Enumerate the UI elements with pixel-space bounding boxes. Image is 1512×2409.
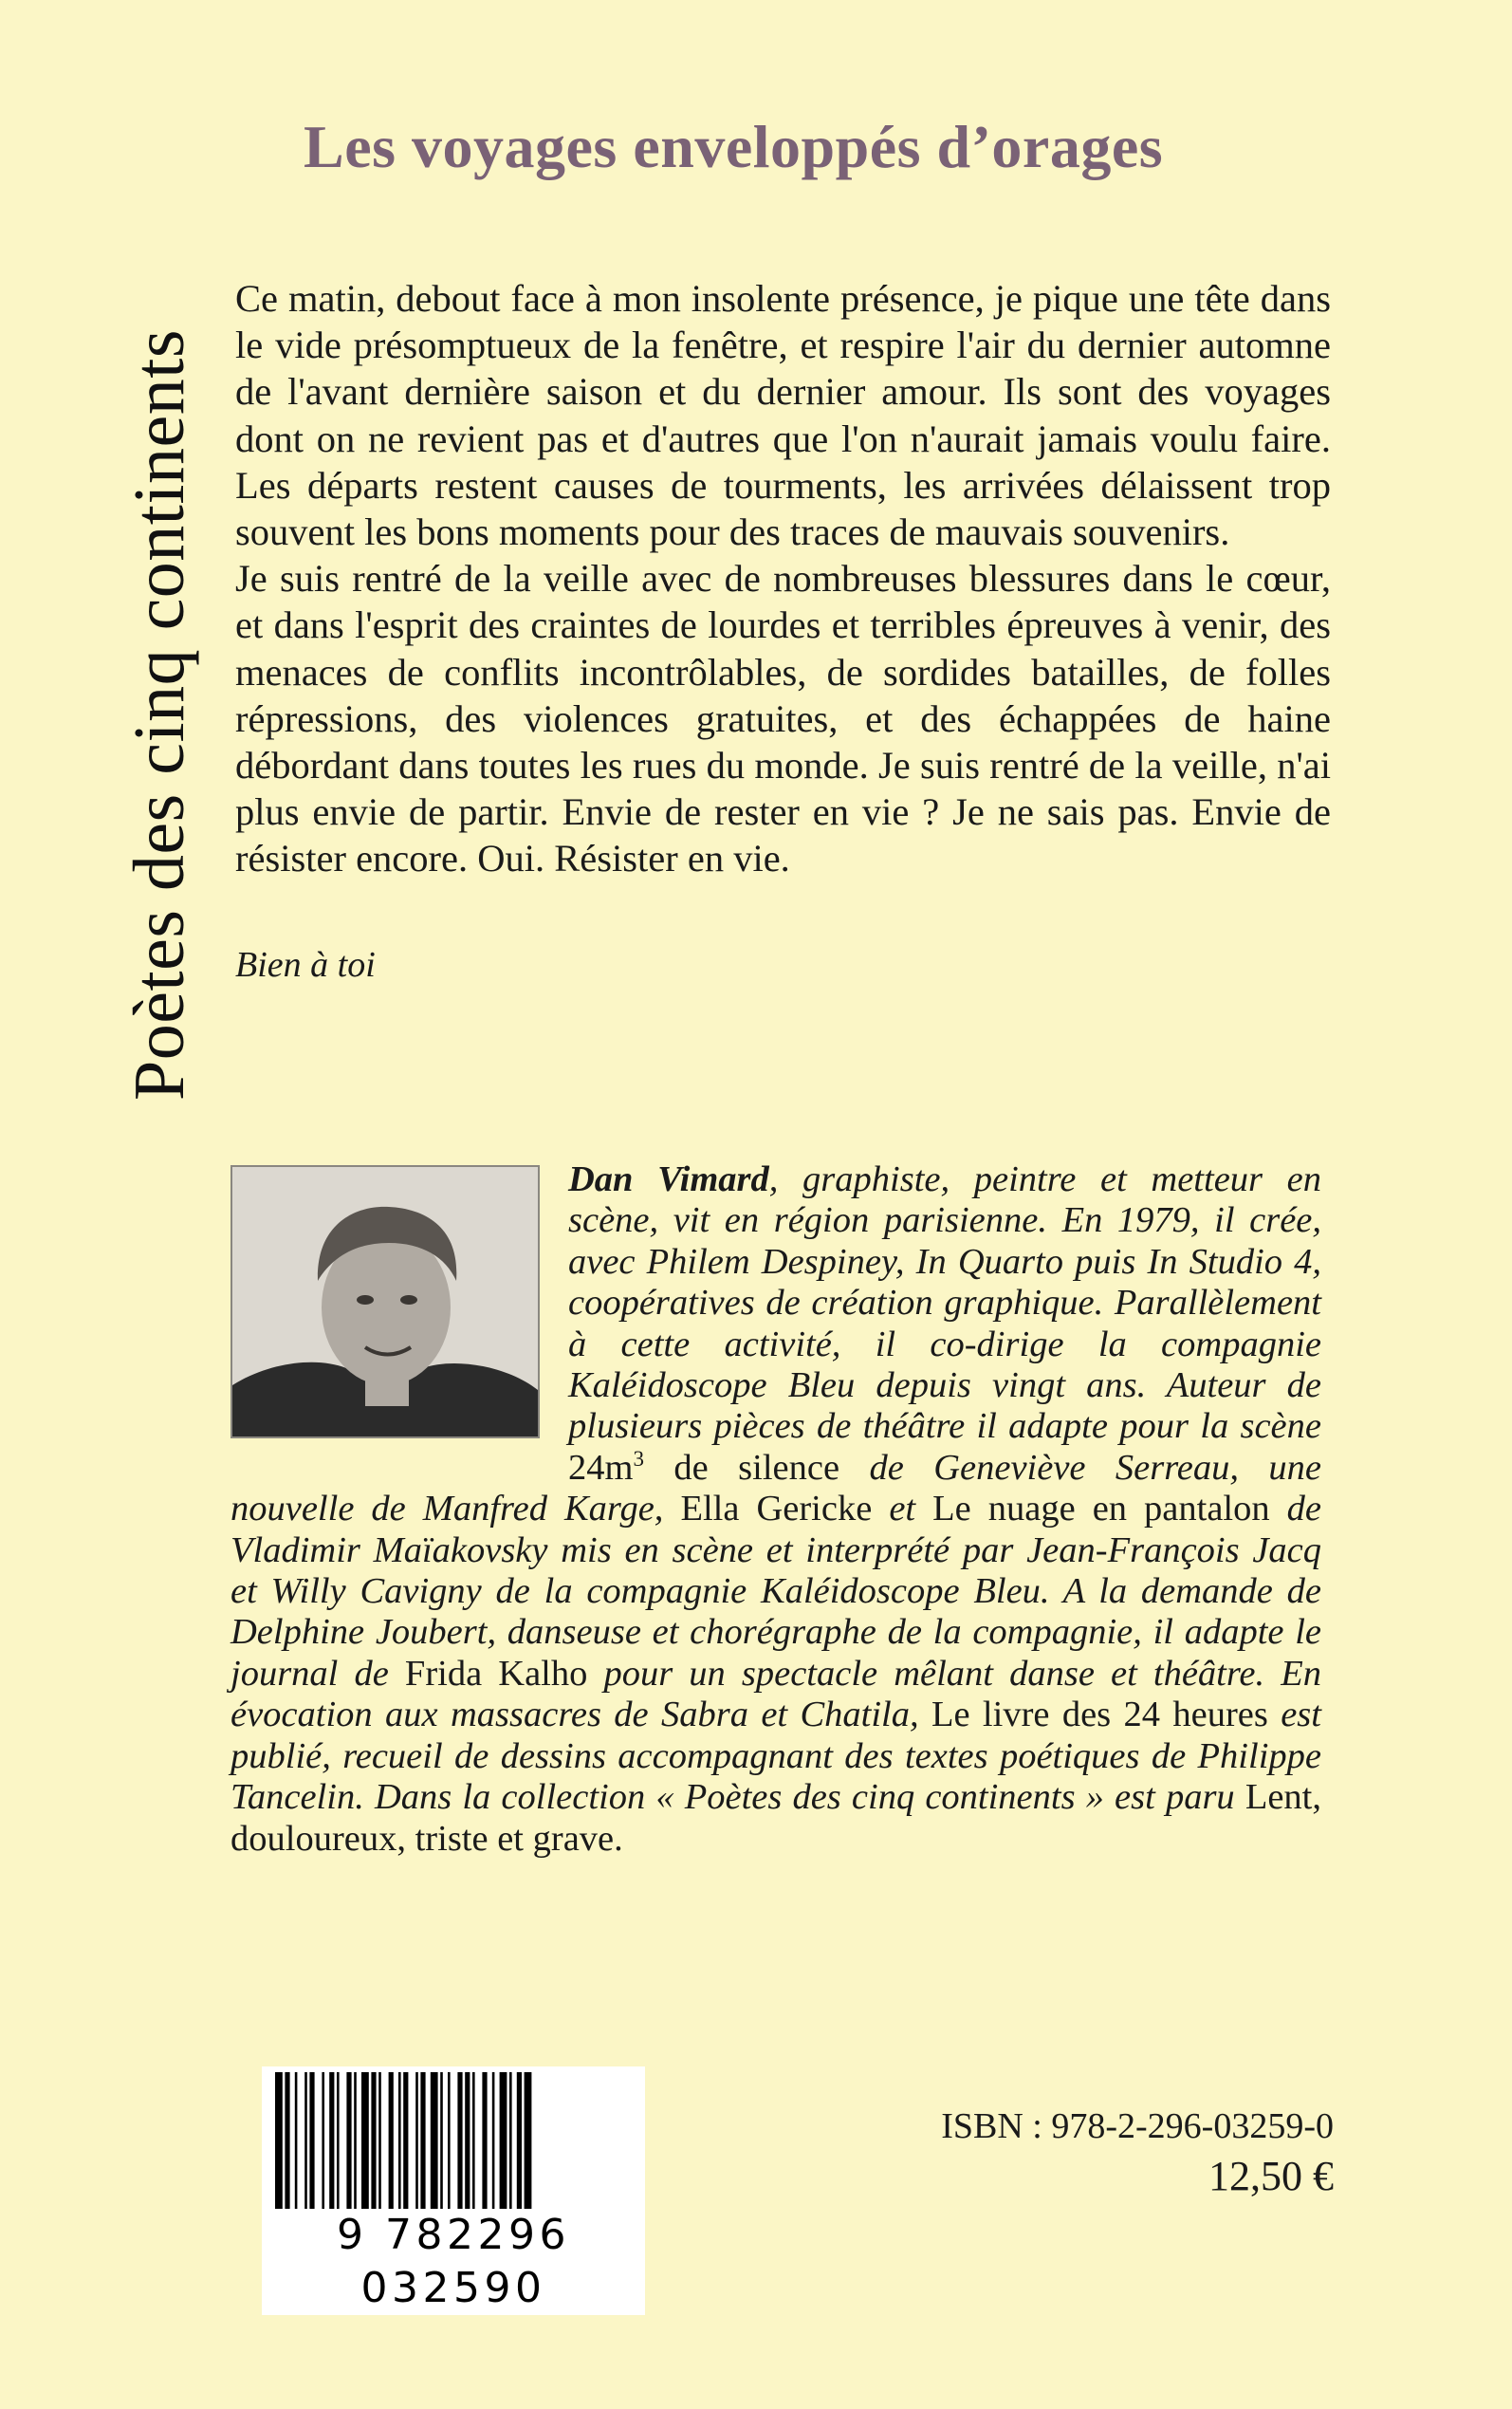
author-photo — [230, 1165, 540, 1438]
back-cover-text — [235, 275, 1331, 882]
series-title: Poètes des cinq continents — [120, 329, 199, 1101]
paragraph-1: Ce matin, debout face à mon insolente présence, je pique une tête dans le vide présomptueux de la fenêtre, et respire l'air du dernier automne de l'avant dernière saison et du dernier amour. Ils sont des voyages dont on ne revient pas et d'autres que l'on n'aurait jamais voulu faire. Les départs restent causes de tourments, les arrivées délaissent trop souvent les bons moments pour des traces de mauvais souvenirs. — [235, 277, 1331, 554]
author-portrait — [232, 1167, 538, 1436]
paragraph-2: Je suis rentré de la veille avec de nombreuses blessures dans le cœur, et dans l'esprit des craintes de lourdes et terribles épreuves à venir, des menaces de conflits incontrôlables, de sordides batailles, de folles répressions, des violences gratuites, et des échappées de haine débordant dans toutes les rues du monde. Je suis rentré de la veille, n'ai plus envie de partir. Envie de rester en vie ? Je ne sais pas. Envie de résister encore. Oui. Résister en vie. — [235, 557, 1331, 880]
book-title: Les voyages enveloppés d’orages — [304, 113, 1164, 180]
isbn: ISBN : 978-2-296-03259-0 — [941, 2106, 1334, 2146]
barcode-digits: 9 782296 032590 — [262, 2209, 645, 2315]
author-name: Dan Vimard — [568, 1159, 769, 1199]
price: 12,50 € — [1208, 2153, 1334, 2199]
author-bio: Dan Vimard, graphiste, peintre et metteur en scène, vit en région parisienne. En 1979, il crée, avec Philem Despiney, In Quarto puis In Studio 4, coopératives de création graphique. Parallèlement à cette activité, il co-dirige la compagnie Kaléidoscope Bleu depuis vingt ans. Auteur de plusieurs pièces de théâtre il adapte pour la scène $24m^3$ de silence de Geneviève Serreau, une nouvelle de Manfred Karge, Ella Gericke et Le nuage en pantalon de Vladimir Maïakovsky mis en scène et interprété par Jean-François Jacq et Willy Cavigny de la compagnie Kaléidoscope Bleu. A la demande de Delphine Joubert, danseuse et chorégraphe de la compagnie, il adapte le journal de Frida Kalho pour un spectacle mêlant danse et théâtre. En évocation aux massacres de Sabra et Chatila, Le livre des 24 heures est publié, recueil de dessins accompagnant des textes poétiques de Philippe Tancelin. Dans la collection « Poètes des cinq continents » est paru Lent, douloureux, triste et grave. — [230, 1159, 1322, 1859]
signoff: Bien à toi — [235, 945, 376, 985]
barcode — [262, 2066, 645, 2315]
